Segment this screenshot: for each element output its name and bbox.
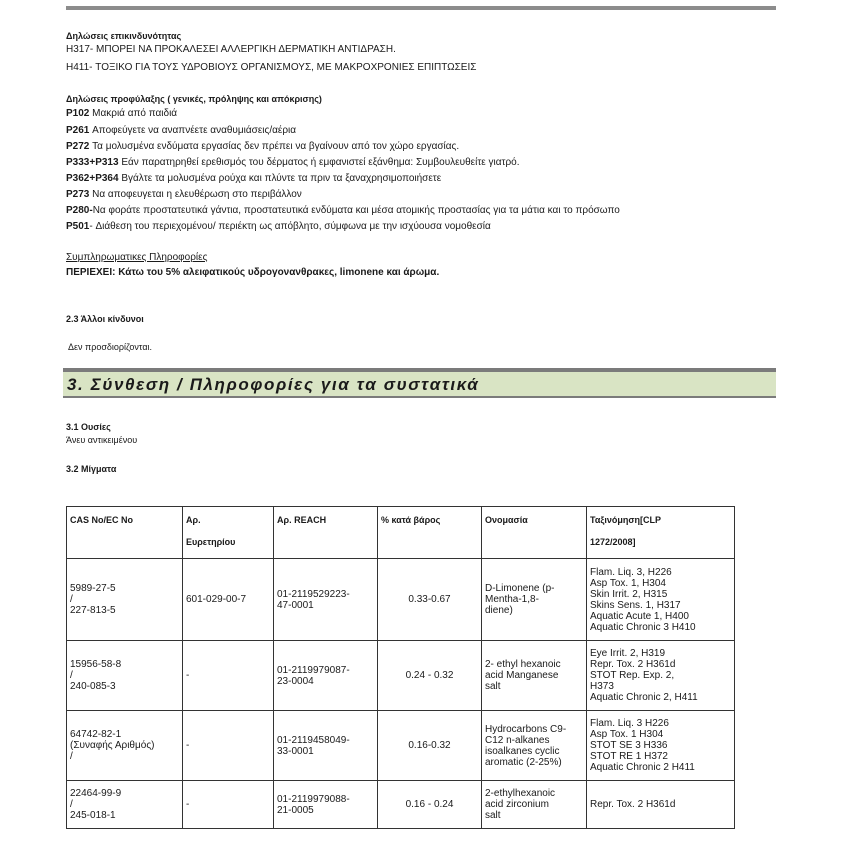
cell-reach: 01-2119979088- 21-0005: [274, 781, 378, 829]
cell-index: -: [183, 641, 274, 711]
cell-reach: 01-2119529223- 47-0001: [274, 559, 378, 641]
supplementary-heading: Συμπληρωματικες Πληροφορίες: [66, 252, 208, 263]
cell-cas: 22464-99-9 / 245-018-1: [67, 781, 183, 829]
cell-index: -: [183, 711, 274, 781]
precaution-item: P272 Τα μολυσμένα ενδύματα εργασίας δεν πρέπει να βγαίνουν από τον χώρο εργασίας.: [66, 141, 460, 152]
header-classification: Ταξινόμηση[CLP 1272/2008]: [587, 507, 735, 559]
other-hazards-text: Δεν προσδιορίζονται.: [68, 342, 153, 352]
cell-weight: 0.16 - 0.24: [378, 781, 482, 829]
cell-reach: 01-2119979087- 23-0004: [274, 641, 378, 711]
cell-cas: 64742-82-1 (Συναφής Αριθμός) /: [67, 711, 183, 781]
top-divider: [66, 6, 776, 10]
precaution-item: P362+P364 Βγάλτε τα μολυσμένα ρούχα και πλύντε τα πριν τα ξαναχρησιμοποιήσετε: [66, 173, 442, 184]
cell-classification: Flam. Liq. 3 H226 Asp Tox. 1 H304 STOT SE 3 H336 STOT RE 1 H372 Aquatic Chronic 2 H411: [587, 711, 735, 781]
other-hazards-heading: 2.3 Άλλοι κίνδυνοι: [66, 314, 144, 324]
cell-weight: 0.16-0.32: [378, 711, 482, 781]
precaution-heading: Δηλώσεις προφύλαξης ( γενικές, πρόληψης και απόκρισης): [66, 94, 322, 104]
substances-heading: 3.1 Ουσίες: [66, 422, 111, 432]
cell-cas: 15956-58-8 / 240-085-3: [67, 641, 183, 711]
supplementary-text: ΠΕΡΙΕΧΕΙ: Κάτω του 5% αλειφατικούς υδρογονανθρακες, limonene και άρωμα.: [66, 267, 440, 278]
cell-classification: Flam. Liq. 3, H226 Asp Tox. 1, H304 Skin Irrit. 2, H315 Skins Sens. 1, H317 Aquatic Acute 1, H400 Aquatic Chronic 3 H410: [587, 559, 735, 641]
section-title: 3. Σύνθεση / Πληροφορίες για τα συστατικά: [67, 375, 480, 394]
precaution-item: P102 Μακριά από παιδιά: [66, 108, 178, 119]
header-index: Αρ. Ευρετηρίου: [183, 507, 274, 559]
cell-weight: 0.24 - 0.32: [378, 641, 482, 711]
cell-name: 2-ethylhexanoic acid zirconium salt: [482, 781, 587, 829]
mixtures-heading: 3.2 Μίγματα: [66, 464, 117, 474]
precaution-item: P261 Αποφεύγετε να αναπνέετε αναθυμιάσεις/αέρια: [66, 125, 297, 136]
cell-name: 2- ethyl hexanoic acid Manganese salt: [482, 641, 587, 711]
precaution-item: P273 Να αποφευγεται η ελευθέρωση στο περιβάλλον: [66, 189, 302, 200]
table-row: [67, 711, 735, 781]
cell-name: Hydrocarbons C9- C12 n-alkanes isoalkanes cyclic aromatic (2-25%): [482, 711, 587, 781]
cell-cas: 5989-27-5 / 227-813-5: [67, 559, 183, 641]
hazard-statement: H411- ΤΟΞΙΚΟ ΓΙΑ ΤΟΥΣ ΥΔΡΟΒΙΟΥΣ ΟΡΓΑΝΙΣΜΟΥΣ, ΜΕ ΜΑΚΡΟΧΡΟΝΙΕΣ ΕΠΙΠΤΩΣΕΙΣ: [66, 62, 477, 73]
table-header-row: [67, 507, 735, 559]
cell-reach: 01-2119458049- 33-0001: [274, 711, 378, 781]
precaution-item: P501- Διάθεση του περιεχομένου/ περιέκτη ως απόβλητο, σύμφωνα με την ισχύουσα νομοθεσία: [66, 221, 491, 232]
cell-index: 601-029-00-7: [183, 559, 274, 641]
cell-name: D-Limonene (p- Mentha-1,8- diene): [482, 559, 587, 641]
precaution-item: P280-Να φοράτε προστατευτικά γάντια, προστατευτικά ενδύματα και μέσα ατομικής προστασίας για τα μάτια και το πρόσωπο: [66, 205, 620, 216]
hazard-heading: Δηλώσεις επικινδυνότητας: [66, 31, 182, 41]
header-name: Ονομασία: [482, 507, 587, 559]
header-reach: Αρ. REACH: [274, 507, 378, 559]
table-row: [67, 559, 735, 641]
hazard-statement: H317- ΜΠΟΡΕΙ ΝΑ ΠΡΟΚΑΛΕΣΕΙ ΑΛΛΕΡΓΙΚΗ ΔΕΡΜΑΤΙΚΗ ΑΝΤΙΔΡΑΣΗ.: [66, 44, 396, 55]
precaution-item: P333+P313 Εάν παρατηρηθεί ερεθισμός του δέρματος ή εμφανιστεί εξάνθημα: Συμβουλευθείτε γιατρό.: [66, 157, 520, 168]
table-row: [67, 641, 735, 711]
cell-weight: 0.33-0.67: [378, 559, 482, 641]
table-row: [67, 781, 735, 829]
cell-index: -: [183, 781, 274, 829]
header-weight: % κατά βάρος: [378, 507, 482, 559]
section-header-band: [63, 368, 776, 398]
composition-table: [66, 506, 735, 829]
cell-classification: Eye Irrit. 2, H319 Repr. Tox. 2 H361d STOT Rep. Exp. 2, H373 Aquatic Chronic 2, H411: [587, 641, 735, 711]
substances-text: Άνευ αντικειμένου: [66, 435, 138, 445]
header-cas: CAS No/EC No: [67, 507, 183, 559]
cell-classification: Repr. Tox. 2 H361d: [587, 781, 735, 829]
